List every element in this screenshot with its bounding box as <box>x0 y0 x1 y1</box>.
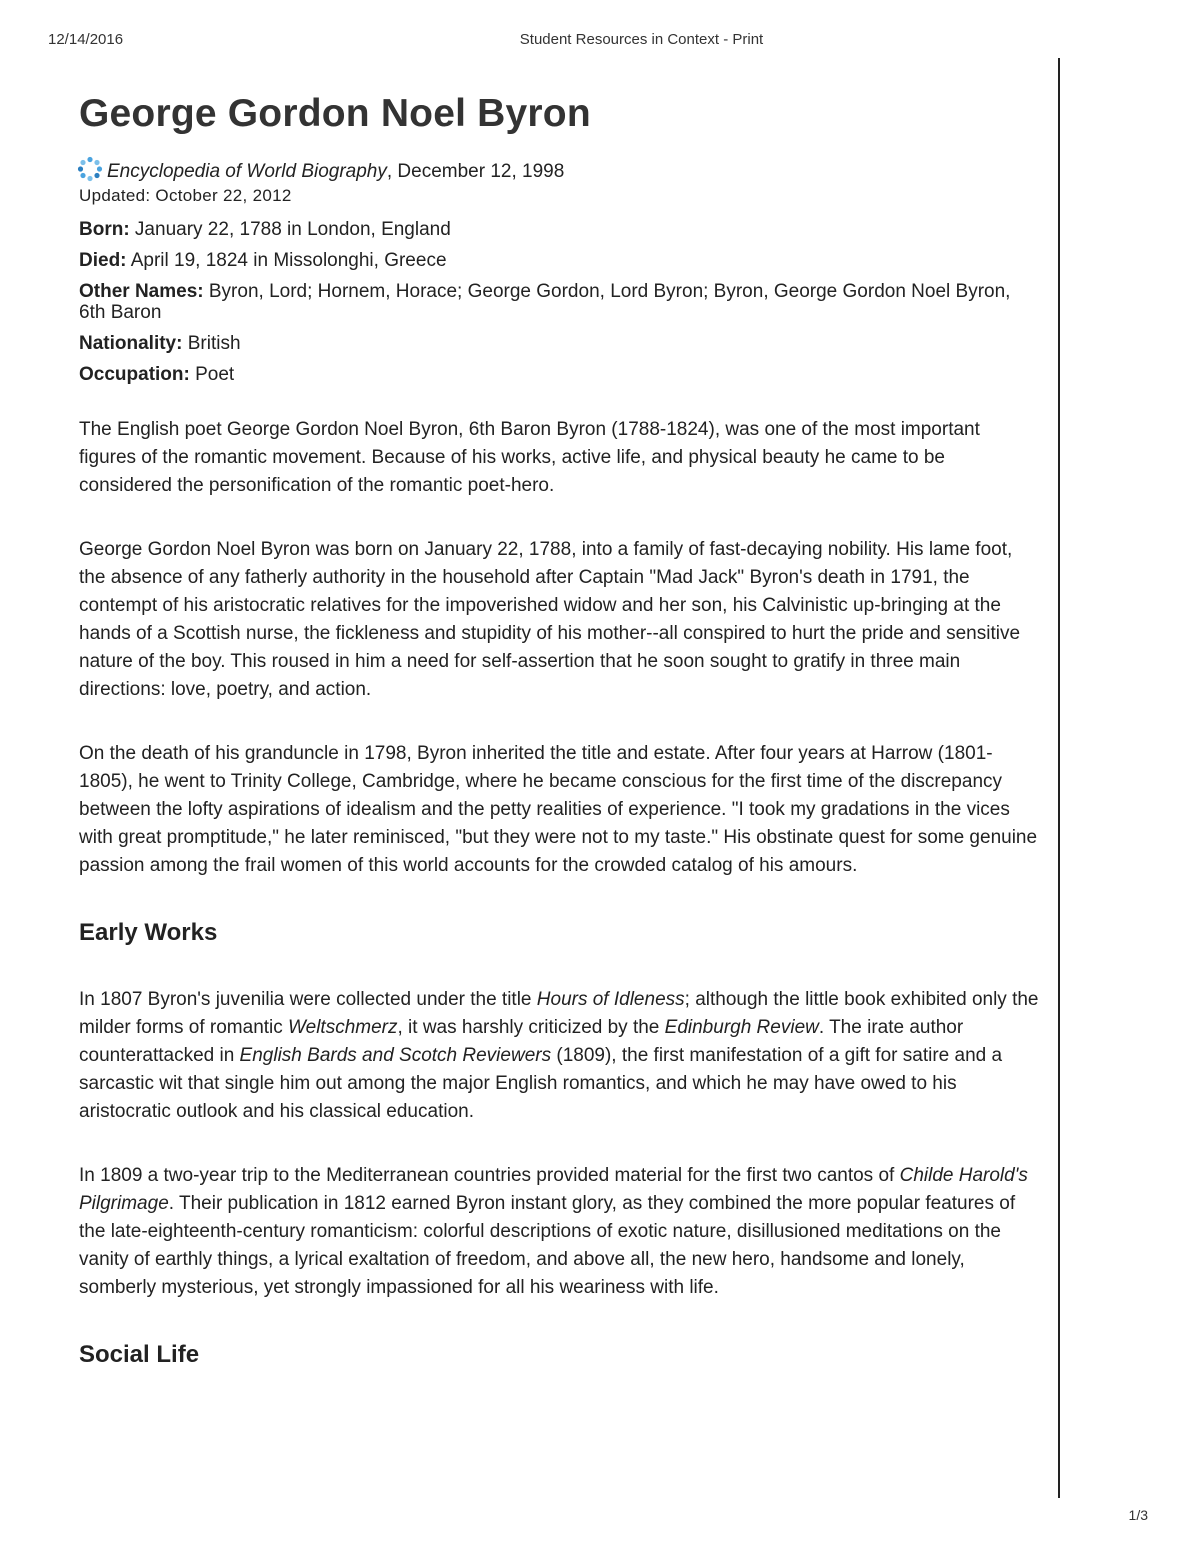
page-number: 1/3 <box>1128 1507 1148 1523</box>
fact-label: Occupation: <box>79 364 190 385</box>
print-date: 12/14/2016 <box>48 31 124 48</box>
source-line <box>79 159 1039 185</box>
paragraph-intro: The English poet George Gordon Noel Byron, 6th Baron Byron (1788-1824), was one of the most important figures of the romantic movement. Because of his works, active life, and physical beauty he came to be considered the personification of the romantic poet-hero. <box>79 419 980 496</box>
fact-value: Poet <box>189 364 235 385</box>
section-heading-early-works: Early Works <box>79 919 218 946</box>
biography-facts <box>79 219 1039 385</box>
paragraph-early-works-2: In 1809 a two-year trip to the Mediterranean countries provided material for the first two cantos of Childe Harold's Pilgrimage. Their publication in 1812 earned Byron instant glory, as they combined the more popular features of the late-eighteenth-century romanticism: colorful descriptions of exotic nature, disillusioned meditations on the vanity of earthly things, a lyrical exaltation of freedom, and above all, the new hero, handsome and lonely, somberly mysterious, yet strongly impassioned for all his weariness with life. <box>79 1165 1028 1298</box>
fact-value: Byron, Lord; Hornem, Horace; George Gordon, Lord Byron; Byron, George Gordon Noel Byron, 6th Baron <box>79 281 1011 323</box>
fact-value: British <box>182 333 241 354</box>
source-date: , December 12, 1998 <box>386 161 565 182</box>
fact-occupation <box>79 364 1039 385</box>
fact-label: Died: <box>79 250 127 271</box>
section-heading-social-life: Social Life <box>79 1341 200 1368</box>
fact-died <box>79 250 1039 271</box>
paragraph-harrow: On the death of his granduncle in 1798, Byron inherited the title and estate. After four years at Harrow (1801-1805), he went to Trinity College, Cambridge, where he became conscious for the first time of the discrepancy between the lofty aspirations of idealism and the petty realities of experience. "I took my gradations in the vices with great promptitude," he later reminisced, "but they were not to my taste." His obstinate quest for some genuine passion among the frail women of this world accounts for the crowded catalog of his amours. <box>79 743 1038 876</box>
updated-date: Updated: October 22, 2012 <box>79 186 292 205</box>
page-title: George Gordon Noel Byron <box>79 92 591 135</box>
publication-logo-icon <box>77 156 103 182</box>
paragraph-early-works-1: In 1807 Byron's juvenilia were collected under the title Hours of Idleness; although the little book exhibited only the milder forms of romantic Weltschmerz, it was harshly criticized by the Edinburgh Review. The irate author counterattacked in English Bards and Scotch Reviewers (1809), the first manifestation of a gift for satire and a sarcastic wit that single him out among the major English romantics, and which he may have owed to his aristocratic outlook and his classical education. <box>79 989 1039 1122</box>
source-name: Encyclopedia of World Biography <box>107 161 387 182</box>
fact-label: Nationality: <box>79 333 183 354</box>
fact-other-names <box>79 281 1039 323</box>
fact-label: Born: <box>79 219 130 240</box>
page-divider <box>1058 58 1060 1498</box>
print-header-title: Student Resources in Context - Print <box>519 31 764 48</box>
fact-value: April 19, 1824 in Missolonghi, Greece <box>126 250 447 271</box>
fact-born <box>79 219 1039 240</box>
fact-value: January 22, 1788 in London, England <box>129 219 451 240</box>
fact-nationality <box>79 333 1039 354</box>
article-content <box>79 92 1039 1370</box>
paragraph-birth: George Gordon Noel Byron was born on January 22, 1788, into a family of fast-decaying nobility. His lame foot, the absence of any fatherly authority in the household after Captain "Mad Jack" Byron's death in 1791, the contempt of his aristocratic relatives for the impoverished widow and her son, his Calvinistic up-bringing at the hands of a Scottish nurse, the fickleness and stupidity of his mother--all conspired to hurt the pride and sensitive nature of the boy. This roused in him a need for self-assertion that he soon sought to gratify in three main directions: love, poetry, and action. <box>79 539 1021 700</box>
fact-label: Other Names: <box>79 281 204 302</box>
